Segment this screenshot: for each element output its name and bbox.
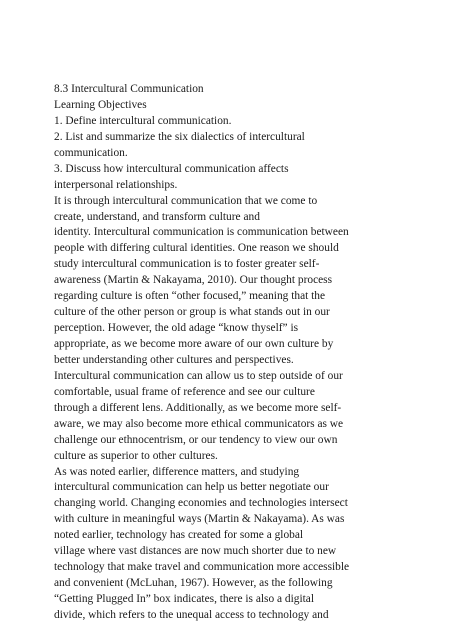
body-text-line: intercultural communication can help us better negotiate our	[54, 481, 329, 494]
body-text-line: village where vast distances are now much shorter due to new	[54, 545, 337, 558]
body-text-line: As was noted earlier, difference matters, and studying	[54, 465, 300, 478]
body-text-line: identity. Intercultural communication is communication between	[54, 226, 349, 239]
body-text-line: changing world. Changing economies and technologies intersect	[54, 497, 348, 510]
body-text-line: divide, which refers to the unequal access to technology and	[54, 608, 329, 621]
body-text-line: “Getting Plugged In” box indicates, there is also a digital	[54, 593, 315, 605]
body-text-line: and convenient (McLuhan, 1967). However, as the following	[54, 577, 333, 590]
body-text-line: culture as superior to other cultures.	[54, 449, 218, 462]
body-text-line: Intercultural communication can allow us to step outside of our	[54, 369, 343, 382]
section-heading: 8.3 Intercultural Communication	[54, 83, 204, 95]
body-text-line: noted earlier, technology has created for some a global	[54, 529, 304, 542]
body-text-line: study intercultural communication is to foster greater self-	[54, 258, 320, 271]
body-text-line: technology that make travel and communication more accessible	[54, 561, 350, 574]
body-text-line: It is through intercultural communication that we come to	[54, 194, 318, 207]
body-text-line: through a different lens. Additionally, as we become more self-	[54, 401, 342, 414]
objective-2-line-1: 2. List and summarize the six dialectics of intercultural	[54, 130, 305, 143]
body-text-line: perception. However, the old adage “know thyself” is	[54, 322, 299, 335]
body-text-line: comfortable, usual frame of reference and see our culture	[54, 385, 315, 398]
document-body	[54, 82, 404, 624]
body-text-line: culture of the other person or group is what stands out in our	[54, 306, 330, 319]
body-text-line: aware, we may also become more ethical communicators as we	[54, 417, 344, 430]
body-text-line: regarding culture is often “other focused,” meaning that the	[54, 290, 326, 303]
body-text-line: awareness (Martin & Nakayama, 2010). Our thought process	[54, 274, 333, 287]
objective-3-line-2: interpersonal relationships.	[54, 178, 178, 191]
body-text-line: people with differing cultural identities. One reason we should	[54, 242, 339, 255]
body-text-line: create, understand, and transform culture and	[54, 210, 260, 223]
objective-3-line-1: 3. Discuss how intercultural communication affects	[54, 162, 289, 175]
learning-objectives-heading: Learning Objectives	[54, 98, 147, 111]
body-text-line: better understanding other cultures and perspectives.	[54, 353, 294, 366]
body-text-line: with culture in meaningful ways (Martin & Nakayama). As was	[54, 513, 345, 526]
body-text-line: challenge our ethnocentrism, or our tendency to view our own	[54, 433, 338, 446]
objective-1: 1. Define intercultural communication.	[54, 114, 232, 127]
body-text-line: appropriate, as we become more aware of our own culture by	[54, 338, 334, 350]
objective-2-line-2: communication.	[54, 146, 128, 159]
